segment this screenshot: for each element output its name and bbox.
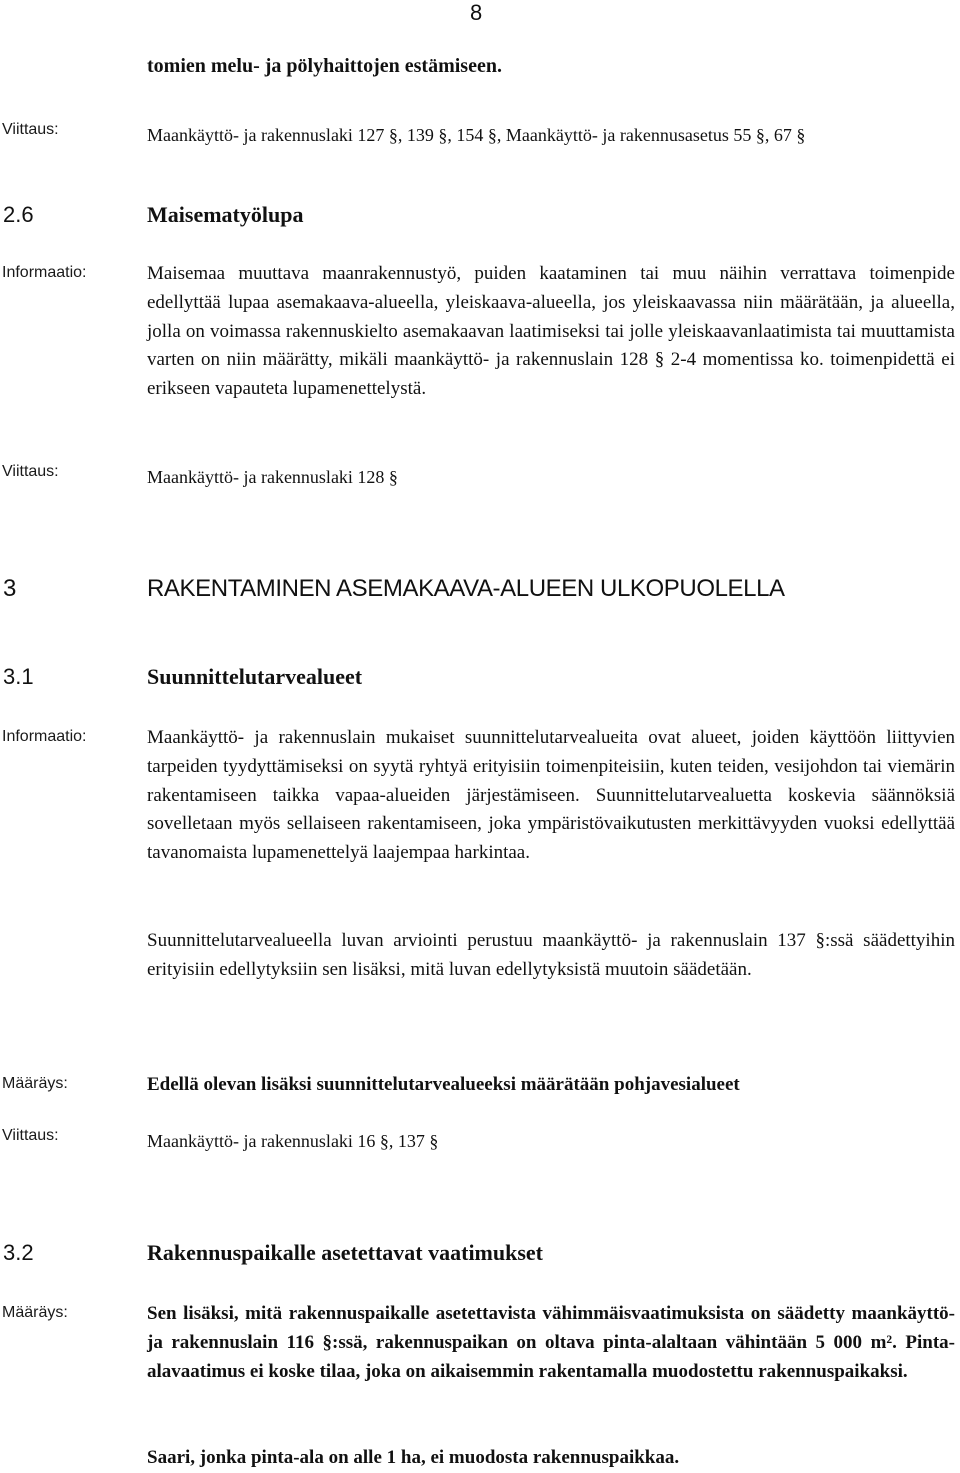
section-title: Maisematyölupa	[147, 202, 304, 227]
section-number: 2.6	[3, 202, 34, 227]
intro-line: tomien melu- ja pölyhaittojen estämiseen.	[147, 55, 502, 77]
section-number: 3.2	[3, 1240, 34, 1265]
page-number: 8	[470, 0, 483, 25]
section-number: 3.1	[3, 664, 34, 689]
section-title: Rakennuspaikalle asetettavat vaatimukset	[147, 1240, 544, 1265]
reference-text: Maankäyttö- ja rakennuslaki 16 §, 137 §	[147, 1131, 439, 1151]
reference-label: Viittaus:	[2, 1127, 59, 1144]
reference-label: Viittaus:	[2, 463, 59, 480]
info-label: Informaatio:	[2, 264, 87, 281]
reference-text: Maankäyttö- ja rakennuslaki 128 §	[147, 467, 398, 487]
info-text: Maisemaa muuttava maanrakennustyö, puiden kaataminen tai muu näihin verrattava toimenpide edellyttää lupaa asemakaava-alueella, yleiskaava-alueella, jos yleiskaavassa niin määrätään, ja alueella, jolla on voimassa rakennuskielto asemakaavan laatimiseksi tai jolle yleiskaavanlaatimista tai muuttamista varten on niin määrätty, mikäli maankäyttö- ja rakennuslain 128 § 2-4 momentissa ko. toimenpidettä ei erikseen vapauteta lupamenettelystä.	[147, 263, 955, 400]
info-text-2: Suunnittelutarvealueella luvan arviointi perustuu maankäyttö- ja rakennuslain 137 §:ssä säädettyihin erityisiin edellytyksiin sen lisäksi, mitä luvan edellytyksistä muutoin säädetään.	[147, 930, 955, 980]
info-label: Informaatio:	[2, 728, 87, 745]
rule-label: Määräys:	[2, 1075, 68, 1092]
section-title: Suunnittelutarvealueet	[147, 664, 363, 689]
reference-text: Maankäyttö- ja rakennuslaki 127 §, 139 §, 154 §, Maankäyttö- ja rakennusasetus 55 §, 67 §	[147, 125, 806, 145]
rule-text-1: Sen lisäksi, mitä rakennuspaikalle asetettavista vähimmäisvaatimuksista on säädetty maankäyttö- ja rakennuslain 116 §:ssä, rakennuspaikan on oltava pinta-alaltaan vähintään 5 000 m². Pinta-alavaatimus ei koske tilaa, joka on aikaisemmin rakentamalla muodostettu rakennuspaikaksi.	[147, 1303, 955, 1382]
chapter-number: 3	[3, 575, 17, 602]
reference-label: Viittaus:	[2, 121, 59, 138]
rule-text-2: Saari, jonka pinta-ala on alle 1 ha, ei muodosta rakennuspaikkaa.	[147, 1447, 680, 1468]
rule-label: Määräys:	[2, 1304, 68, 1321]
info-text-1: Maankäyttö- ja rakennuslain mukaiset suunnittelutarvealueita ovat alueet, joiden käyttöön liittyvien tarpeiden tyydyttämiseksi on syytä ryhtyä erityisiin toimenpiteisiin, kuten teiden, vesijohdon tai viemärin rakentamiseen taikka vapaa-alueiden järjestämiseen. Suunnittelutarvealuetta koskevia säännöksiä sovelletaan myös sellaiseen rakentamiseen, joka ympäristövaikutusten merkittävyyden vuoksi edellyttää tavanomaista lupamenettelyä laajempaa harkintaa.	[147, 727, 955, 864]
chapter-title: RAKENTAMINEN ASEMAKAAVA-ALUEEN ULKOPUOLELLA	[147, 575, 785, 602]
rule-text: Edellä olevan lisäksi suunnittelutarvealueeksi määrätään pohjavesialueet	[147, 1074, 740, 1095]
